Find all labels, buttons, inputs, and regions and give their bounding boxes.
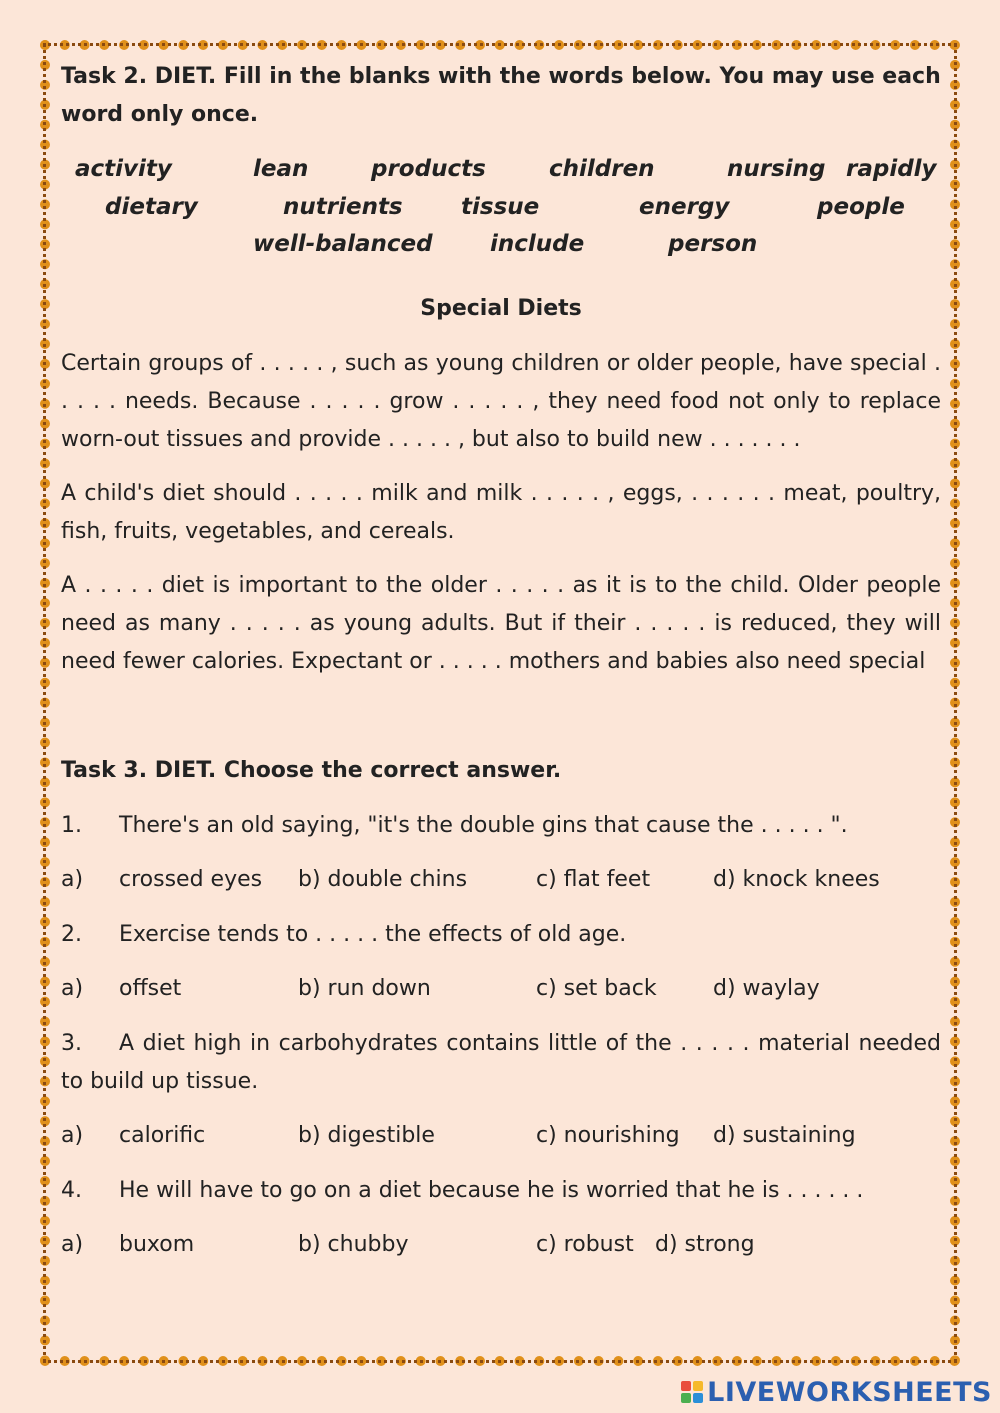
- option-a[interactable]: crossed eyes: [119, 867, 263, 892]
- word-bank-item: energy: [639, 194, 730, 220]
- option-c[interactable]: c) set back: [536, 976, 657, 1001]
- option-d[interactable]: d) knock knees: [713, 867, 880, 892]
- question-number: 1.: [61, 813, 82, 838]
- paragraph: A . . . . . diet is important to the older . . . . . as it is to the child. Older people need as many . . . . . as young adults. But if their . . . . . is reduced, they will need fewer calories. Expectant or . . . . . mothers and babies also need special: [61, 573, 941, 674]
- task3-title: Task 3. DIET. Choose the correct answer.: [61, 758, 562, 783]
- option-d[interactable]: d) waylay: [713, 976, 820, 1001]
- question-number: 4.: [61, 1178, 82, 1203]
- word-bank-item: person: [668, 231, 758, 257]
- option-a[interactable]: offset: [119, 976, 182, 1001]
- question-text: He will have to go on a diet because he is worried that he is . . . . . .: [119, 1178, 864, 1203]
- word-bank-item: products: [371, 156, 486, 182]
- option-a[interactable]: buxom: [119, 1232, 195, 1257]
- answer-options: [61, 970, 941, 1008]
- word-bank: [61, 134, 941, 274]
- answer-options: [61, 1226, 941, 1264]
- word-bank-item: activity: [75, 156, 172, 182]
- worksheet: [61, 58, 941, 1264]
- option-letter: a): [61, 1123, 84, 1148]
- task2-title: Task 2. DIET. Fill in the blanks with the words below. You may use each word only once.: [61, 64, 941, 127]
- question: [61, 1025, 941, 1101]
- answer-options: [61, 861, 941, 899]
- question-text: There's an old saying, "it's the double gins that cause the . . . . . ".: [119, 813, 848, 838]
- option-d[interactable]: d) strong: [655, 1232, 755, 1257]
- word-bank-item: lean: [253, 156, 309, 182]
- option-b[interactable]: b) double chins: [298, 867, 468, 892]
- liveworksheets-logo-icon: [681, 1381, 703, 1403]
- option-a[interactable]: calorific: [119, 1123, 206, 1148]
- question-text: Exercise tends to . . . . . the effects of old age.: [119, 922, 627, 947]
- question-number: 3.: [61, 1031, 82, 1056]
- question-text: A diet high in carbohydrates contains little of the . . . . . material needed to build up tissue.: [61, 1031, 941, 1094]
- answer-options: [61, 1117, 941, 1155]
- option-c[interactable]: c) flat feet: [536, 867, 651, 892]
- question: [61, 1172, 941, 1210]
- word-bank-item: well-balanced: [253, 231, 433, 257]
- question-number: 2.: [61, 922, 82, 947]
- word-bank-item: nutrients: [283, 194, 403, 220]
- option-letter: a): [61, 976, 84, 1001]
- word-bank-item: children: [549, 156, 655, 182]
- question: [61, 807, 941, 845]
- word-bank-item: rapidly: [846, 156, 937, 182]
- option-c[interactable]: c) nourishing: [536, 1123, 680, 1148]
- word-bank-item: tissue: [461, 194, 540, 220]
- section-heading: Special Diets: [420, 296, 582, 321]
- option-b[interactable]: b) digestible: [298, 1123, 435, 1148]
- word-bank-item: nursing: [727, 156, 826, 182]
- option-d[interactable]: d) sustaining: [713, 1123, 856, 1148]
- paragraph: A child's diet should . . . . . milk and milk . . . . . , eggs, . . . . . . meat, poultry, fish, fruits, vegetables, and cereals.: [61, 481, 941, 544]
- option-b[interactable]: b) chubby: [298, 1232, 409, 1257]
- logo-text: LIVEWORKSHEETS: [707, 1376, 992, 1408]
- option-letter: a): [61, 1232, 84, 1257]
- word-bank-item: include: [490, 231, 585, 257]
- option-b[interactable]: b) run down: [298, 976, 431, 1001]
- option-letter: a): [61, 867, 84, 892]
- word-bank-item: people: [817, 194, 905, 220]
- liveworksheets-logo: [681, 1377, 992, 1407]
- option-c[interactable]: c) robust: [536, 1232, 634, 1257]
- paragraph: Certain groups of . . . . . , such as young children or older people, have special . . . . . needs. Because . . . . . grow . . . . . , they need food not only to replace worn-out tissues and provide . . . . . , but also to build new . . . . . . .: [61, 351, 941, 452]
- question: [61, 916, 941, 954]
- word-bank-item: dietary: [105, 194, 198, 220]
